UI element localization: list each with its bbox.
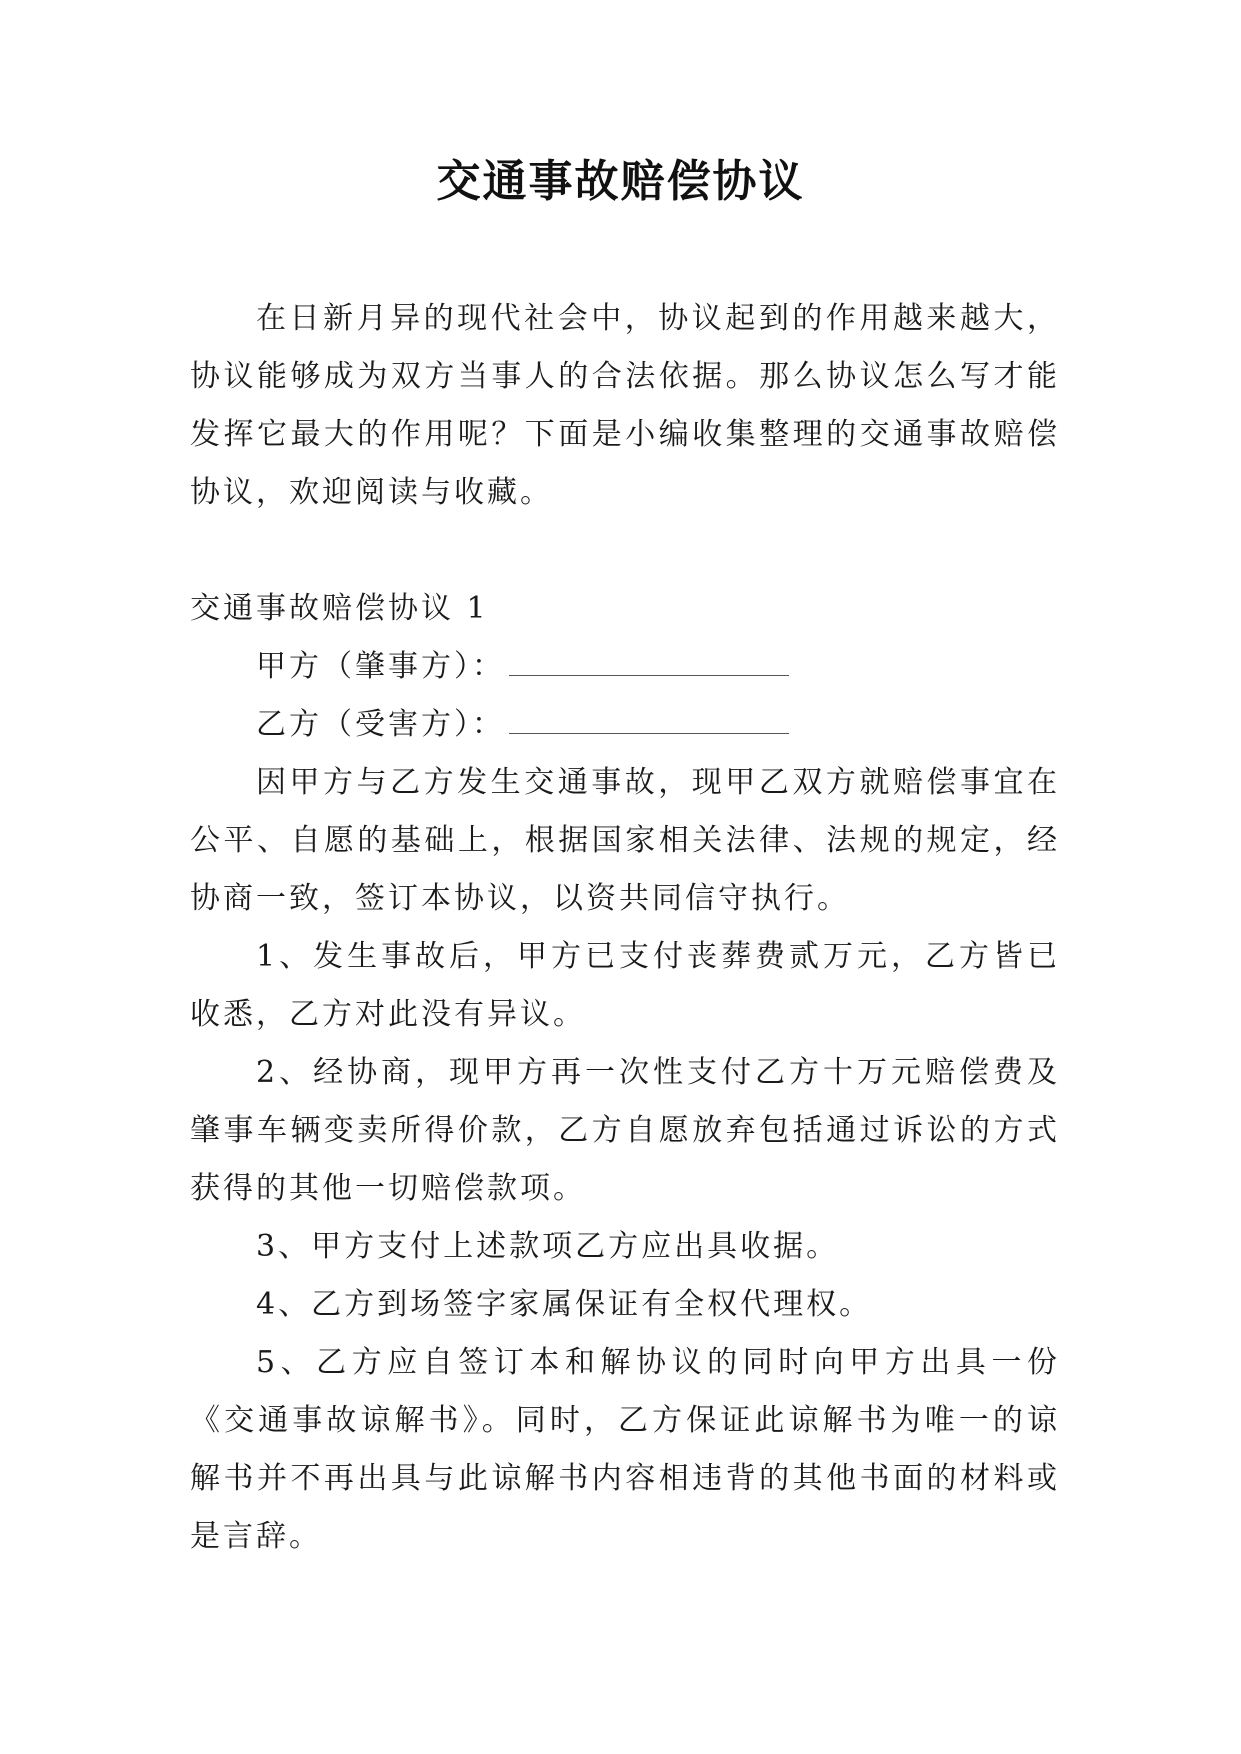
party-a-line — [190, 638, 1060, 696]
party-a-label: 甲方（肇事方）： — [256, 649, 505, 684]
document-title: 交通事故赔偿协议 — [436, 156, 805, 207]
clause-3: 3、甲方支付上述款项乙方应出具收据。 — [256, 1229, 840, 1264]
paragraph-gap — [190, 522, 1060, 580]
clause-5: 5、乙方应自签订本和解协议的同时向甲方出具一份《交通事故谅解书》。同时，乙方保证此谅解书为唯一的谅解书并不再出具与此谅解书内容相违背的其他书面的材料或是言辞。 — [190, 1345, 1060, 1554]
clause-4: 4、乙方到场签字家属保证有全权代理权。 — [256, 1287, 873, 1322]
preamble-paragraph: 因甲方与乙方发生交通事故，现甲乙双方就赔偿事宜在公平、自愿的基础上，根据国家相关法律、法规的规定，经协商一致，签订本协议，以资共同信守执行。 — [190, 765, 1060, 916]
intro-paragraph: 在日新月异的现代社会中，协议起到的作用越来越大，协议能够成为双方当事人的合法依据。那么协议怎么写才能发挥它最大的作用呢？下面是小编收集整理的交通事故赔偿协议，欢迎阅读与收藏。 — [190, 301, 1060, 510]
section-heading: 交通事故赔偿协议 1 — [190, 591, 489, 626]
clause-1: 1、发生事故后，甲方已支付丧葬费贰万元，乙方皆已收悉，乙方对此没有异议。 — [190, 939, 1060, 1032]
party-b-line — [190, 696, 1060, 754]
party-a-blank-field[interactable] — [509, 641, 789, 676]
party-b-blank-field[interactable] — [509, 699, 789, 734]
clause-2: 2、经协商，现甲方再一次性支付乙方十万元赔偿费及肇事车辆变卖所得价款，乙方自愿放弃包括通过诉讼的方式获得的其他一切赔偿款项。 — [190, 1055, 1060, 1206]
party-b-label: 乙方（受害方）： — [256, 707, 505, 742]
document-body — [190, 290, 1060, 1566]
